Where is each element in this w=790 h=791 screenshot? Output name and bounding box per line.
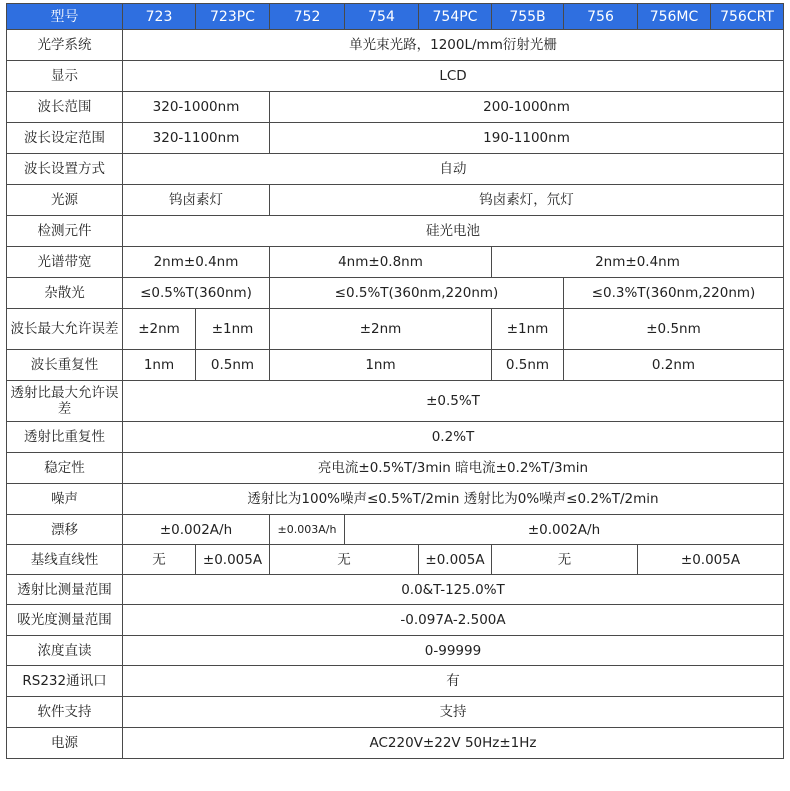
spec-value: ±2nm xyxy=(270,309,492,350)
model-header: 755B xyxy=(492,4,564,30)
spec-value: ±0.005A xyxy=(419,545,492,575)
model-header: 723 xyxy=(123,4,196,30)
row-label: 光源 xyxy=(7,185,123,216)
model-header: 754PC xyxy=(419,4,492,30)
row-label: RS232通讯口 xyxy=(7,666,123,697)
spec-row-wavelength-error xyxy=(7,309,784,350)
spec-value: 有 xyxy=(123,666,784,697)
row-label: 软件支持 xyxy=(7,697,123,728)
spec-value: ±0.5nm xyxy=(564,309,784,350)
spec-value: ±0.002A/h xyxy=(123,515,270,545)
spec-row-wavelength-setting-mode xyxy=(7,154,784,185)
spec-value: 0.2nm xyxy=(564,350,784,381)
spec-value: ±0.005A xyxy=(638,545,784,575)
spec-row-stability xyxy=(7,453,784,484)
spec-value: AC220V±22V 50Hz±1Hz xyxy=(123,728,784,759)
spec-value: 0.5nm xyxy=(492,350,564,381)
spec-row-display xyxy=(7,61,784,92)
row-label: 浓度直读 xyxy=(7,636,123,666)
row-label: 波长范围 xyxy=(7,92,123,123)
row-label: 波长重复性 xyxy=(7,350,123,381)
model-header: 752 xyxy=(270,4,345,30)
model-header: 754 xyxy=(345,4,419,30)
spec-value: 0-99999 xyxy=(123,636,784,666)
spec-value: 190-1100nm xyxy=(270,123,784,154)
row-label: 光学系统 xyxy=(7,30,123,61)
spec-row-detector xyxy=(7,216,784,247)
spec-value: 自动 xyxy=(123,154,784,185)
spec-row-absorbance-range xyxy=(7,605,784,636)
spec-row-stray-light xyxy=(7,278,784,309)
spec-value: ±1nm xyxy=(196,309,270,350)
spec-row-wavelength-range xyxy=(7,92,784,123)
row-label: 吸光度测量范围 xyxy=(7,605,123,636)
spec-value: ≤0.3%T(360nm,220nm) xyxy=(564,278,784,309)
spec-row-wavelength-setting-range xyxy=(7,123,784,154)
spec-value: ±0.002A/h xyxy=(345,515,784,545)
spec-table xyxy=(6,3,784,759)
row-label: 杂散光 xyxy=(7,278,123,309)
row-label: 显示 xyxy=(7,61,123,92)
spec-value: ±0.003A/h xyxy=(270,515,345,545)
row-label: 光谱带宽 xyxy=(7,247,123,278)
model-header: 756MC xyxy=(638,4,711,30)
spec-value: ±0.005A xyxy=(196,545,270,575)
spec-row-transmittance-repeatability xyxy=(7,422,784,453)
row-label: 波长最大允许误差 xyxy=(7,309,123,350)
row-label: 透射比最大允许误差 xyxy=(7,381,123,422)
model-header: 756 xyxy=(564,4,638,30)
row-label: 透射比测量范围 xyxy=(7,575,123,605)
spec-value: LCD xyxy=(123,61,784,92)
spec-value: 无 xyxy=(123,545,196,575)
spec-value: 单光束光路，1200L/mm衍射光栅 xyxy=(123,30,784,61)
row-label: 波长设定范围 xyxy=(7,123,123,154)
spec-value: 钨卤素灯，氘灯 xyxy=(270,185,784,216)
spec-value: 0.0&T-125.0%T xyxy=(123,575,784,605)
header-row xyxy=(7,4,784,30)
spec-value: 2nm±0.4nm xyxy=(492,247,784,278)
spec-row-rs232 xyxy=(7,666,784,697)
spec-row-transmittance-range xyxy=(7,575,784,605)
spec-value: ±1nm xyxy=(492,309,564,350)
spec-row-wavelength-repeatability xyxy=(7,350,784,381)
spec-value: -0.097A-2.500A xyxy=(123,605,784,636)
spec-row-light-source xyxy=(7,185,784,216)
spec-value: 硅光电池 xyxy=(123,216,784,247)
row-label: 透射比重复性 xyxy=(7,422,123,453)
spec-row-optics xyxy=(7,30,784,61)
spec-value: 4nm±0.8nm xyxy=(270,247,492,278)
spec-value: ≤0.5%T(360nm) xyxy=(123,278,270,309)
spec-value: 支持 xyxy=(123,697,784,728)
spec-value: 2nm±0.4nm xyxy=(123,247,270,278)
spec-row-transmittance-error xyxy=(7,381,784,422)
spec-value: 钨卤素灯 xyxy=(123,185,270,216)
spec-row-software xyxy=(7,697,784,728)
spec-value: 亮电流±0.5%T/3min 暗电流±0.2%T/3min xyxy=(123,453,784,484)
spec-row-baseline-linearity xyxy=(7,545,784,575)
spec-value: 透射比为100%噪声≤0.5%T/2min 透射比为0%噪声≤0.2%T/2min xyxy=(123,484,784,515)
spec-value: 200-1000nm xyxy=(270,92,784,123)
spec-row-noise xyxy=(7,484,784,515)
spec-value: ≤0.5%T(360nm,220nm) xyxy=(270,278,564,309)
spec-value: 无 xyxy=(270,545,419,575)
spec-row-power xyxy=(7,728,784,759)
spec-value: ±0.5%T xyxy=(123,381,784,422)
row-label: 检测元件 xyxy=(7,216,123,247)
spec-value: 无 xyxy=(492,545,638,575)
spec-value: 0.5nm xyxy=(196,350,270,381)
row-label: 噪声 xyxy=(7,484,123,515)
spec-value: 320-1100nm xyxy=(123,123,270,154)
spec-row-bandwidth xyxy=(7,247,784,278)
spec-value: 1nm xyxy=(123,350,196,381)
spec-value: ±2nm xyxy=(123,309,196,350)
spec-row-concentration-readout xyxy=(7,636,784,666)
spec-value: 1nm xyxy=(270,350,492,381)
spec-row-drift xyxy=(7,515,784,545)
spec-value: 0.2%T xyxy=(123,422,784,453)
row-label: 波长设置方式 xyxy=(7,154,123,185)
model-header: 756CRT xyxy=(711,4,784,30)
header-label: 型号 xyxy=(7,4,123,30)
row-label: 漂移 xyxy=(7,515,123,545)
spec-value: 320-1000nm xyxy=(123,92,270,123)
row-label: 电源 xyxy=(7,728,123,759)
row-label: 稳定性 xyxy=(7,453,123,484)
model-header: 723PC xyxy=(196,4,270,30)
row-label: 基线直线性 xyxy=(7,545,123,575)
